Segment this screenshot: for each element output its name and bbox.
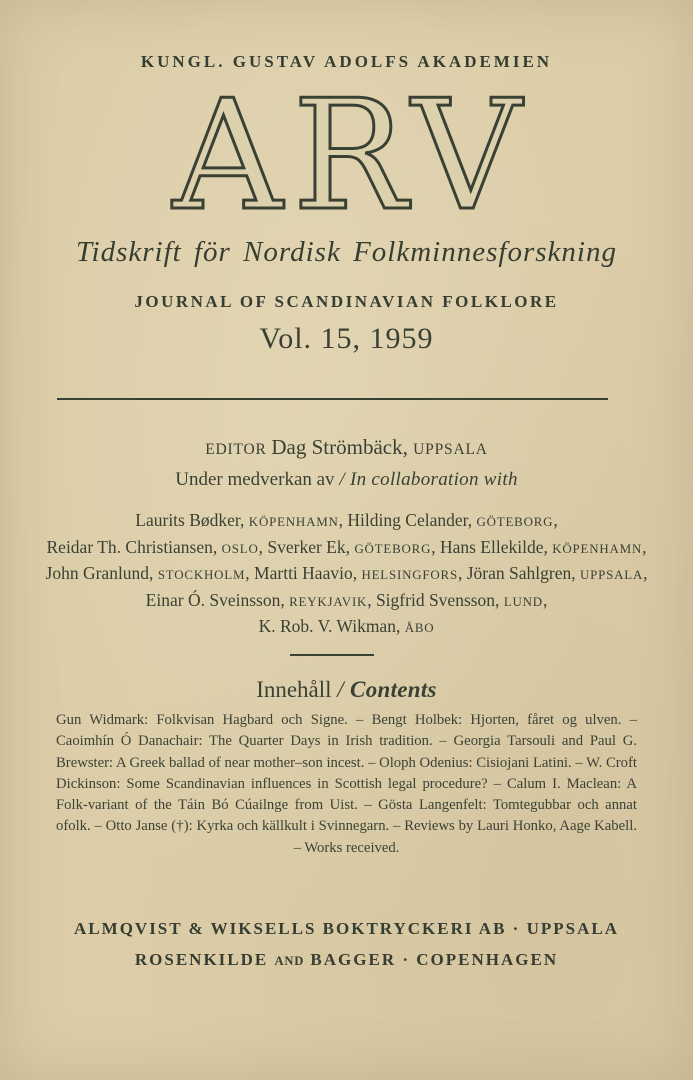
journal-logo [0, 86, 693, 241]
collaborators-list [0, 508, 693, 641]
printer-line: ALMQVIST & WIKSELLS BOKTRYCKERI AB · UPPSALA [74, 919, 619, 938]
contents-heading: Innehåll / Contents [256, 677, 437, 702]
collaborator-line: Reidar Th. Christiansen, OSLO, Sverker Ek, GÖTEBORG, Hans Ellekilde, KÖPENHAMN, [46, 536, 647, 557]
collaborator-line: John Granlund, STOCKHOLM, Martti Haavio, HELSINGFORS, Jöran Sahlgren, UPPSALA, [45, 563, 648, 583]
journal-logo-art [132, 86, 562, 236]
volume-line: Vol. 15, 1959 [259, 322, 434, 355]
main-divider-rule [57, 398, 608, 400]
subtitle-english: JOURNAL OF SCANDINAVIAN FOLKLORE [134, 292, 559, 311]
imprint-block [0, 913, 693, 977]
contents-summary: Gun Widmark: Folkvisan Hagbard och Signe. – Bengt Holbek: Hjorten, fåret og ulven. – Caoimhín Ó Danachair: The Quarter Days in Irish tradition. – Georgia Tarsouli and Paul G. Brewster: A Greek ballad of near mother–son incest. – Oloph Odenius: Cisiojani Latini. – W. Croft Dickinson: Some Scandinavian influences in Scottish legal procedure? – Calum I. Maclean: A Folk-variant of the Táin Bó Cúailnge from Uist. – Gösta Langenfelt: Tomtegubbar och annat ofolk. – Otto Janse (†): Kyrka och källkult i Svinnegarn. – Reviews by Lauri Honko, Aage Kabell. – Works received. [56, 712, 637, 856]
journal-logo-text: ARV [172, 86, 531, 236]
collaborator-line: Einar Ó. Sveinsson, REYKJAVIK, Sigfrid Svensson, LUND, [145, 589, 548, 610]
academy-name: KUNGL. GUSTAV ADOLFS AKADEMIEN [140, 52, 553, 71]
collaborator-line: Laurits Bødker, KÖPENHAMN, Hilding Celander, GÖTEBORG, [135, 510, 558, 530]
short-divider-rule [290, 654, 374, 656]
publisher-line: ROSENKILDE AND BAGGER · COPENHAGEN [134, 950, 559, 969]
editor-line: EDITOR Dag Strömbäck, UPPSALA [205, 435, 488, 459]
subtitle-swedish: Tidskrift för Nordisk Folkminnesforskning [76, 236, 617, 268]
collaborator-line: K. Rob. V. Wikman, ÅBO [258, 616, 435, 636]
collaboration-intro: Under medverkan av / In collaboration with [175, 469, 518, 490]
